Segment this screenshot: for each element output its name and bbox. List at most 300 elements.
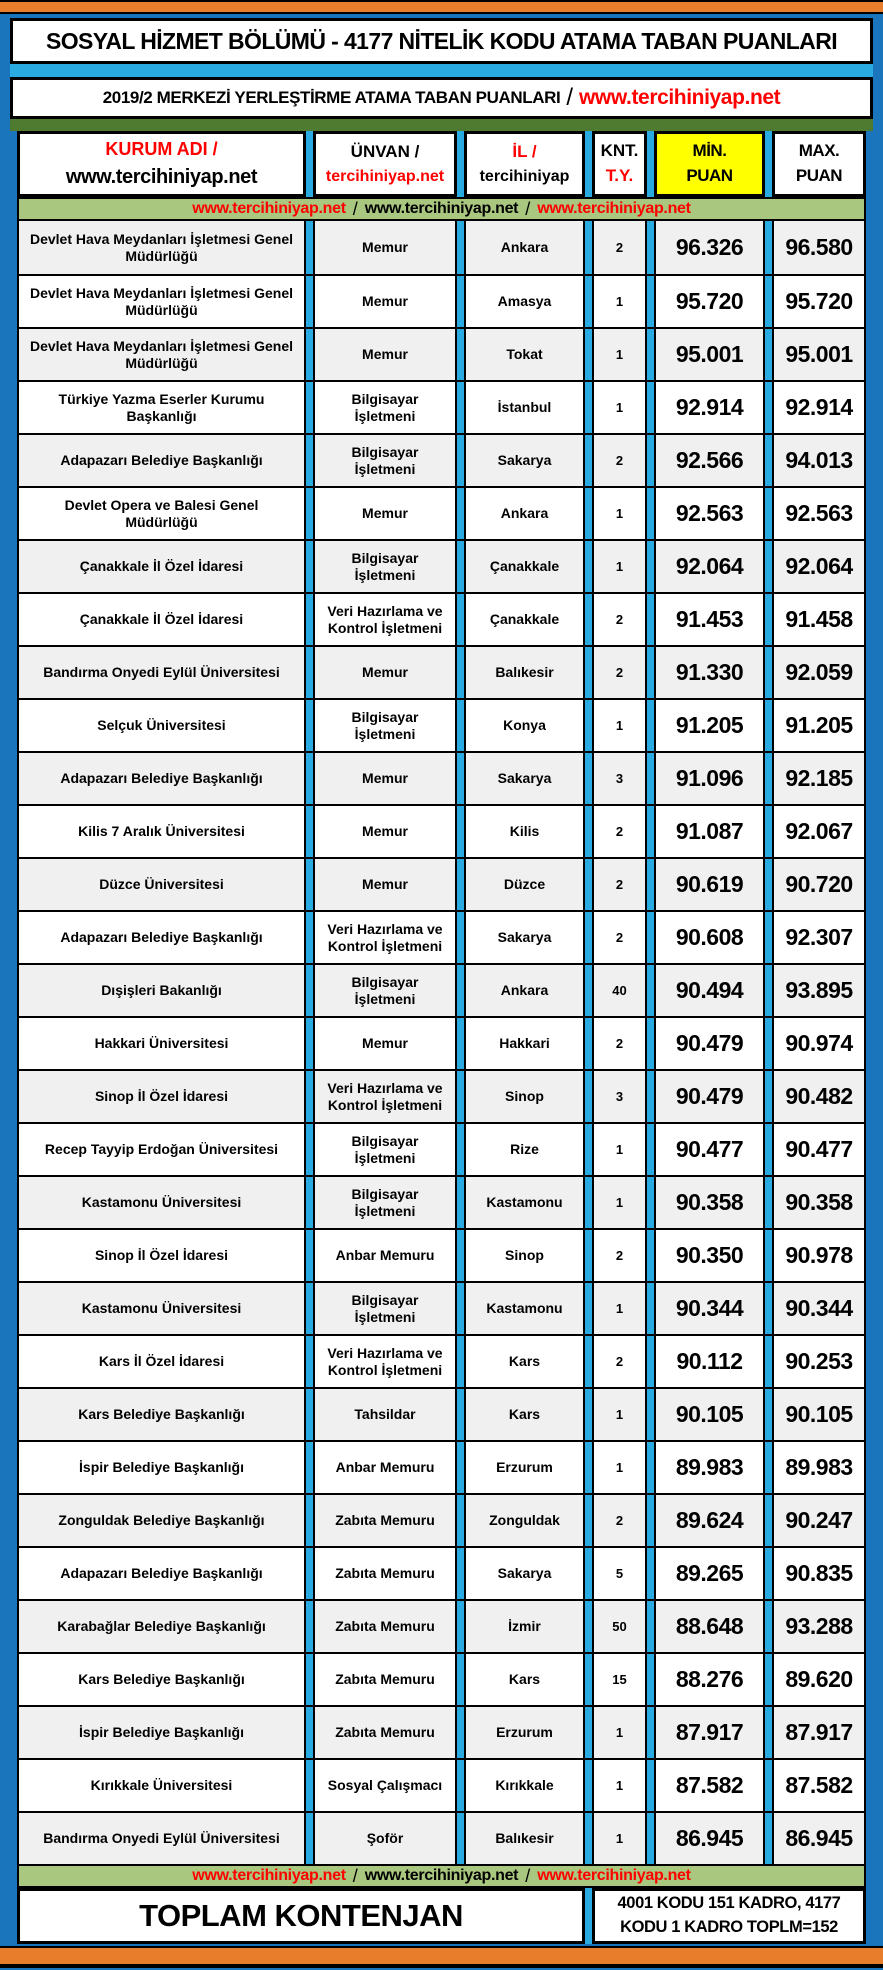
knt-value: 50 <box>612 1618 627 1634</box>
cell-kurum <box>17 594 306 645</box>
kurum-value: Kars İl Özel İdaresi <box>98 1353 225 1370</box>
max-puan-value: 90.253 <box>785 1347 853 1374</box>
cell-il <box>464 541 585 592</box>
cell-knt <box>592 806 647 857</box>
cell-il <box>464 382 585 433</box>
cell-kurum <box>17 700 306 751</box>
subtitle-website-link[interactable]: www.tercihiniyap.net <box>578 86 781 109</box>
cell-knt <box>592 488 647 539</box>
kurum-value: Türkiye Yazma Eserler Kurumu Başkanlığı <box>58 390 265 424</box>
column-header-kurum-line1: KURUM ADI / <box>105 139 218 160</box>
cell-kurum <box>17 753 306 804</box>
max-puan-value: 92.067 <box>785 817 853 844</box>
max-puan-value: 92.059 <box>785 658 853 685</box>
kurum-value: Kars Belediye Başkanlığı <box>78 1671 245 1688</box>
cell-unvan <box>313 329 457 380</box>
cell-unvan <box>313 1548 457 1599</box>
il-value: Çanakkale <box>489 558 560 575</box>
cell-kurum <box>17 1018 306 1069</box>
cell-min-puan <box>654 1548 765 1599</box>
il-value: Düzce <box>503 876 546 893</box>
knt-value: 1 <box>615 1830 624 1846</box>
column-header-knt-line1: KNT. <box>600 141 639 161</box>
unvan-value: Zabıta Memuru <box>335 1671 435 1688</box>
table-row <box>17 751 866 804</box>
table-row <box>17 698 866 751</box>
kurum-value: Kars Belediye Başkanlığı <box>78 1406 245 1423</box>
cell-unvan <box>313 594 457 645</box>
il-value: Sakarya <box>497 929 552 946</box>
column-header-max-line1: MAX. <box>798 141 840 161</box>
cell-kurum <box>17 1495 306 1546</box>
max-puan-value: 92.185 <box>785 764 853 791</box>
cell-unvan <box>313 488 457 539</box>
cell-kurum <box>17 1548 306 1599</box>
kurum-value: Sinop İl Özel İdaresi <box>94 1247 229 1264</box>
knt-value: 2 <box>615 929 624 945</box>
cell-knt <box>592 1442 647 1493</box>
cell-max-puan <box>772 647 866 698</box>
max-puan-value: 92.064 <box>785 552 853 579</box>
unvan-value: Bilgisayar İşletmeni <box>351 708 419 742</box>
unvan-value: Bilgisayar İşletmeni <box>351 1291 419 1325</box>
cell-max-puan <box>772 1071 866 1122</box>
cell-il <box>464 276 585 327</box>
unvan-value: Bilgisayar İşletmeni <box>351 443 419 477</box>
max-puan-value: 90.482 <box>785 1082 853 1109</box>
knt-value: 1 <box>615 717 624 733</box>
cell-min-puan <box>654 1442 765 1493</box>
unvan-value: Zabıta Memuru <box>335 1565 435 1582</box>
cell-kurum <box>17 1336 306 1387</box>
max-puan-value: 90.978 <box>785 1241 853 1268</box>
cell-unvan <box>313 912 457 963</box>
cell-kurum <box>17 276 306 327</box>
table-row <box>17 1758 866 1811</box>
cell-knt <box>592 1760 647 1811</box>
cell-kurum <box>17 1707 306 1758</box>
unvan-value: Memur <box>362 239 408 256</box>
cell-max-puan <box>772 700 866 751</box>
cell-il <box>464 1495 585 1546</box>
top-orange-bar <box>0 2 883 14</box>
cell-knt <box>592 1071 647 1122</box>
table-row <box>17 1016 866 1069</box>
knt-value: 5 <box>615 1565 624 1581</box>
cell-unvan <box>313 382 457 433</box>
kurum-value: Dışişleri Bakanlığı <box>101 982 222 999</box>
max-puan-value: 92.914 <box>785 393 853 420</box>
cell-max-puan <box>772 1230 866 1281</box>
column-header-il-line1: İL / <box>512 142 537 162</box>
score-table <box>17 131 866 1944</box>
cell-unvan <box>313 1654 457 1705</box>
il-value: Sakarya <box>497 1565 552 1582</box>
max-puan-value: 96.580 <box>785 233 853 260</box>
max-puan-value: 90.477 <box>785 1135 853 1162</box>
cell-unvan <box>313 1495 457 1546</box>
total-quota-label-cell <box>17 1888 585 1944</box>
kurum-value: Devlet Hava Meydanları İşletmesi Genel Müdürlüğü <box>29 337 293 371</box>
min-puan-value: 89.624 <box>675 1506 744 1533</box>
il-value: Rize <box>510 1141 539 1158</box>
kurum-value: Karabağlar Belediye Başkanlığı <box>57 1618 266 1635</box>
cell-kurum <box>17 1760 306 1811</box>
cell-il <box>464 965 585 1016</box>
cell-min-puan <box>654 594 765 645</box>
column-header-min-puan <box>654 131 765 197</box>
min-puan-value: 95.720 <box>675 287 744 314</box>
cell-min-puan <box>654 912 765 963</box>
unvan-value: Bilgisayar İşletmeni <box>351 973 419 1007</box>
table-row <box>17 645 866 698</box>
max-puan-value: 95.720 <box>785 287 853 314</box>
il-value: Sakarya <box>497 452 552 469</box>
knt-value: 1 <box>615 505 624 521</box>
kurum-value: Çanakkale İl Özel İdaresi <box>79 558 244 575</box>
il-value: Erzurum <box>496 1724 553 1741</box>
max-puan-value: 90.344 <box>785 1294 853 1321</box>
min-puan-value: 87.582 <box>675 1771 744 1798</box>
table-header-row <box>17 131 866 197</box>
kurum-value: Recep Tayyip Erdoğan Üniversitesi <box>44 1141 279 1158</box>
cell-il <box>464 1601 585 1652</box>
cell-unvan <box>313 1177 457 1228</box>
cell-min-puan <box>654 1389 765 1440</box>
cell-kurum <box>17 806 306 857</box>
max-puan-value: 89.620 <box>785 1665 853 1692</box>
cell-min-puan <box>654 1760 765 1811</box>
cell-il <box>464 435 585 486</box>
subtitle-slash: / <box>566 84 573 111</box>
knt-value: 2 <box>615 1247 624 1263</box>
column-header-kurum-line2: www.tercihiniyap.net <box>65 165 258 188</box>
il-value: Ankara <box>500 982 549 999</box>
cell-max-puan <box>772 594 866 645</box>
cell-max-puan <box>772 1654 866 1705</box>
cell-max-puan <box>772 541 866 592</box>
table-row <box>17 1546 866 1599</box>
unvan-value: Bilgisayar İşletmeni <box>351 390 419 424</box>
cell-min-puan <box>654 647 765 698</box>
cell-il <box>464 912 585 963</box>
cell-il <box>464 859 585 910</box>
max-puan-value: 90.105 <box>785 1400 853 1427</box>
knt-value: 3 <box>615 1088 624 1104</box>
il-value: İzmir <box>508 1618 541 1635</box>
cell-min-puan <box>654 1813 765 1864</box>
knt-value: 1 <box>615 1724 624 1740</box>
banner-link-3[interactable]: www.tercihiniyap.net <box>537 1867 691 1884</box>
il-value: Sakarya <box>497 770 552 787</box>
cell-max-puan <box>772 965 866 1016</box>
cell-il <box>464 1177 585 1228</box>
cell-knt <box>592 965 647 1016</box>
bottom-edge-line <box>0 1964 883 1968</box>
banner-slash-1: / <box>352 198 358 219</box>
knt-value: 1 <box>615 1406 624 1422</box>
kurum-value: Adapazarı Belediye Başkanlığı <box>60 1565 263 1582</box>
cell-max-puan <box>772 1442 866 1493</box>
cell-min-puan <box>654 859 765 910</box>
cell-max-puan <box>772 488 866 539</box>
kurum-value: Devlet Hava Meydanları İşletmesi Genel Müdürlüğü <box>29 230 293 264</box>
cell-il <box>464 1548 585 1599</box>
cell-il <box>464 1124 585 1175</box>
cell-knt <box>592 382 647 433</box>
kurum-value: Kırıkkale Üniversitesi <box>90 1777 233 1794</box>
cell-knt <box>592 1230 647 1281</box>
max-puan-value: 87.582 <box>785 1771 853 1798</box>
cell-kurum <box>17 382 306 433</box>
banner-link-3[interactable]: www.tercihiniyap.net <box>537 200 691 217</box>
unvan-value: Memur <box>362 1035 408 1052</box>
table-row <box>17 1175 866 1228</box>
cell-max-puan <box>772 1124 866 1175</box>
table-row <box>17 539 866 592</box>
min-puan-value: 91.087 <box>675 817 744 844</box>
cell-knt <box>592 1813 647 1864</box>
max-puan-value: 90.358 <box>785 1188 853 1215</box>
min-puan-value: 90.494 <box>675 976 744 1003</box>
banner-slash-1: / <box>352 1865 358 1886</box>
max-puan-value: 94.013 <box>785 446 853 473</box>
min-puan-value: 92.566 <box>675 446 744 473</box>
cell-min-puan <box>654 806 765 857</box>
cell-min-puan <box>654 1654 765 1705</box>
table-row <box>17 857 866 910</box>
cell-kurum <box>17 1283 306 1334</box>
cell-il <box>464 806 585 857</box>
table-row <box>17 1069 866 1122</box>
cell-min-puan <box>654 1707 765 1758</box>
max-puan-value: 90.720 <box>785 870 853 897</box>
cell-il <box>464 329 585 380</box>
knt-value: 15 <box>612 1671 627 1687</box>
table-body <box>17 221 866 1864</box>
min-puan-value: 90.358 <box>675 1188 744 1215</box>
table-row <box>17 1811 866 1864</box>
column-header-il <box>464 131 585 197</box>
table-row <box>17 221 866 274</box>
banner-link-1[interactable]: www.tercihiniyap.net <box>192 1867 346 1884</box>
knt-value: 40 <box>612 982 627 998</box>
cell-kurum <box>17 329 306 380</box>
cell-max-puan <box>772 859 866 910</box>
min-puan-value: 90.350 <box>675 1241 744 1268</box>
kurum-value: Bandırma Onyedi Eylül Üniversitesi <box>43 664 280 681</box>
cell-min-puan <box>654 221 765 274</box>
cell-kurum <box>17 1071 306 1122</box>
bottom-orange-bar <box>0 1948 883 1964</box>
unvan-value: Zabıta Memuru <box>335 1512 435 1529</box>
unvan-value: Memur <box>362 770 408 787</box>
banner-link-2[interactable]: www.tercihiniyap.net <box>364 200 519 217</box>
cell-il <box>464 1336 585 1387</box>
knt-value: 1 <box>615 399 624 415</box>
banner-link-1[interactable]: www.tercihiniyap.net <box>192 200 346 217</box>
cell-il <box>464 1654 585 1705</box>
unvan-value: Zabıta Memuru <box>335 1724 435 1741</box>
cell-kurum <box>17 221 306 274</box>
cell-kurum <box>17 1654 306 1705</box>
column-header-min-line1: MİN. <box>692 141 727 161</box>
cell-unvan <box>313 1389 457 1440</box>
cell-unvan <box>313 1283 457 1334</box>
cell-max-puan <box>772 1018 866 1069</box>
unvan-value: Anbar Memuru <box>335 1247 435 1264</box>
cell-knt <box>592 700 647 751</box>
subtitle-text: 2019/2 MERKEZİ YERLEŞTİRME ATAMA TABAN PUANLARI <box>102 88 561 107</box>
min-puan-value: 91.096 <box>675 764 744 791</box>
cell-il <box>464 700 585 751</box>
max-puan-value: 93.288 <box>785 1612 853 1639</box>
min-puan-value: 88.648 <box>675 1612 744 1639</box>
min-puan-value: 90.619 <box>675 870 744 897</box>
column-header-min-line2: PUAN <box>686 166 733 185</box>
kurum-value: Zonguldak Belediye Başkanlığı <box>58 1512 265 1529</box>
unvan-value: Memur <box>362 664 408 681</box>
cell-kurum <box>17 647 306 698</box>
cell-min-puan <box>654 1177 765 1228</box>
table-row <box>17 963 866 1016</box>
knt-value: 2 <box>615 1512 624 1528</box>
website-banner-bottom <box>17 1864 866 1888</box>
cell-unvan <box>313 647 457 698</box>
table-row <box>17 910 866 963</box>
cell-il <box>464 1071 585 1122</box>
column-header-max-line2: PUAN <box>795 166 843 185</box>
cell-knt <box>592 1389 647 1440</box>
knt-value: 1 <box>615 293 624 309</box>
banner-slash-2: / <box>525 198 531 219</box>
min-puan-value: 90.477 <box>675 1135 744 1162</box>
cell-unvan <box>313 1601 457 1652</box>
cell-kurum <box>17 1230 306 1281</box>
il-value: Çanakkale <box>489 611 560 628</box>
unvan-value: Memur <box>362 293 408 310</box>
table-row <box>17 1705 866 1758</box>
cell-il <box>464 594 585 645</box>
cell-min-puan <box>654 1283 765 1334</box>
cell-kurum <box>17 859 306 910</box>
table-row <box>17 274 866 327</box>
cell-il <box>464 1230 585 1281</box>
table-row <box>17 1122 866 1175</box>
cell-kurum <box>17 912 306 963</box>
min-puan-value: 90.105 <box>675 1400 744 1427</box>
table-row <box>17 804 866 857</box>
cell-max-puan <box>772 1707 866 1758</box>
kurum-value: Çanakkale İl Özel İdaresi <box>79 611 244 628</box>
cell-unvan <box>313 1707 457 1758</box>
cell-unvan <box>313 965 457 1016</box>
knt-value: 2 <box>615 611 624 627</box>
cell-min-puan <box>654 276 765 327</box>
min-puan-value: 92.563 <box>675 499 744 526</box>
min-puan-value: 90.608 <box>675 923 744 950</box>
cell-min-puan <box>654 965 765 1016</box>
cell-max-puan <box>772 1283 866 1334</box>
cell-knt <box>592 1707 647 1758</box>
cell-unvan <box>313 1230 457 1281</box>
cell-knt <box>592 859 647 910</box>
cell-max-puan <box>772 753 866 804</box>
kurum-value: Bandırma Onyedi Eylül Üniversitesi <box>43 1830 280 1847</box>
il-value: Zonguldak <box>489 1512 560 1529</box>
table-row <box>17 327 866 380</box>
cell-unvan <box>313 221 457 274</box>
max-puan-value: 90.247 <box>785 1506 853 1533</box>
min-puan-value: 96.326 <box>675 233 744 260</box>
table-footer-row <box>17 1888 866 1944</box>
unvan-value: Tahsildar <box>354 1406 416 1423</box>
kurum-value: Hakkari Üniversitesi <box>94 1035 229 1052</box>
kurum-value: Adapazarı Belediye Başkanlığı <box>60 929 263 946</box>
knt-value: 1 <box>615 1300 624 1316</box>
min-puan-value: 87.917 <box>675 1718 744 1745</box>
page-title <box>10 18 873 64</box>
knt-value: 1 <box>615 1194 624 1210</box>
min-puan-value: 90.112 <box>676 1347 743 1374</box>
cell-il <box>464 221 585 274</box>
green-divider-bar <box>10 119 873 131</box>
cell-min-puan <box>654 488 765 539</box>
knt-value: 1 <box>615 1459 624 1475</box>
il-value: İstanbul <box>497 399 552 416</box>
cell-knt <box>592 753 647 804</box>
cell-il <box>464 1442 585 1493</box>
max-puan-value: 91.458 <box>785 605 853 632</box>
cell-max-puan <box>772 276 866 327</box>
cell-il <box>464 1707 585 1758</box>
table-row <box>17 486 866 539</box>
knt-value: 2 <box>615 823 624 839</box>
cell-il <box>464 1813 585 1864</box>
cell-knt <box>592 1124 647 1175</box>
kurum-value: İspir Belediye Başkanlığı <box>79 1724 244 1741</box>
cell-unvan <box>313 1813 457 1864</box>
cell-max-puan <box>772 1548 866 1599</box>
kurum-value: Devlet Hava Meydanları İşletmesi Genel Müdürlüğü <box>29 284 293 318</box>
max-puan-value: 90.974 <box>785 1029 853 1056</box>
cell-max-puan <box>772 1495 866 1546</box>
il-value: Kırıkkale <box>495 1777 554 1794</box>
knt-value: 3 <box>615 770 624 786</box>
unvan-value: Bilgisayar İşletmeni <box>351 1132 419 1166</box>
banner-link-2[interactable]: www.tercihiniyap.net <box>364 1867 519 1884</box>
il-value: Balıkesir <box>495 664 554 681</box>
cell-max-puan <box>772 1389 866 1440</box>
il-value: Kilis <box>509 823 540 840</box>
total-quota-note-cell <box>592 1888 866 1944</box>
page-subtitle <box>10 77 873 119</box>
unvan-value: Veri Hazırlama ve Kontrol İşletmeni <box>327 920 443 954</box>
cell-max-puan <box>772 912 866 963</box>
knt-value: 2 <box>615 452 624 468</box>
kurum-value: Sinop İl Özel İdaresi <box>94 1088 229 1105</box>
unvan-value: Memur <box>362 346 408 363</box>
min-puan-value: 86.945 <box>675 1824 744 1851</box>
cell-kurum <box>17 1601 306 1652</box>
kurum-value: Adapazarı Belediye Başkanlığı <box>60 452 263 469</box>
unvan-value: Sosyal Çalışmacı <box>327 1777 443 1794</box>
cell-min-puan <box>654 1495 765 1546</box>
cell-unvan <box>313 276 457 327</box>
il-value: Tokat <box>506 346 543 363</box>
total-quota-note-line1: 4001 KODU 151 KADRO, 4177 <box>617 1894 841 1913</box>
unvan-value: Memur <box>362 876 408 893</box>
